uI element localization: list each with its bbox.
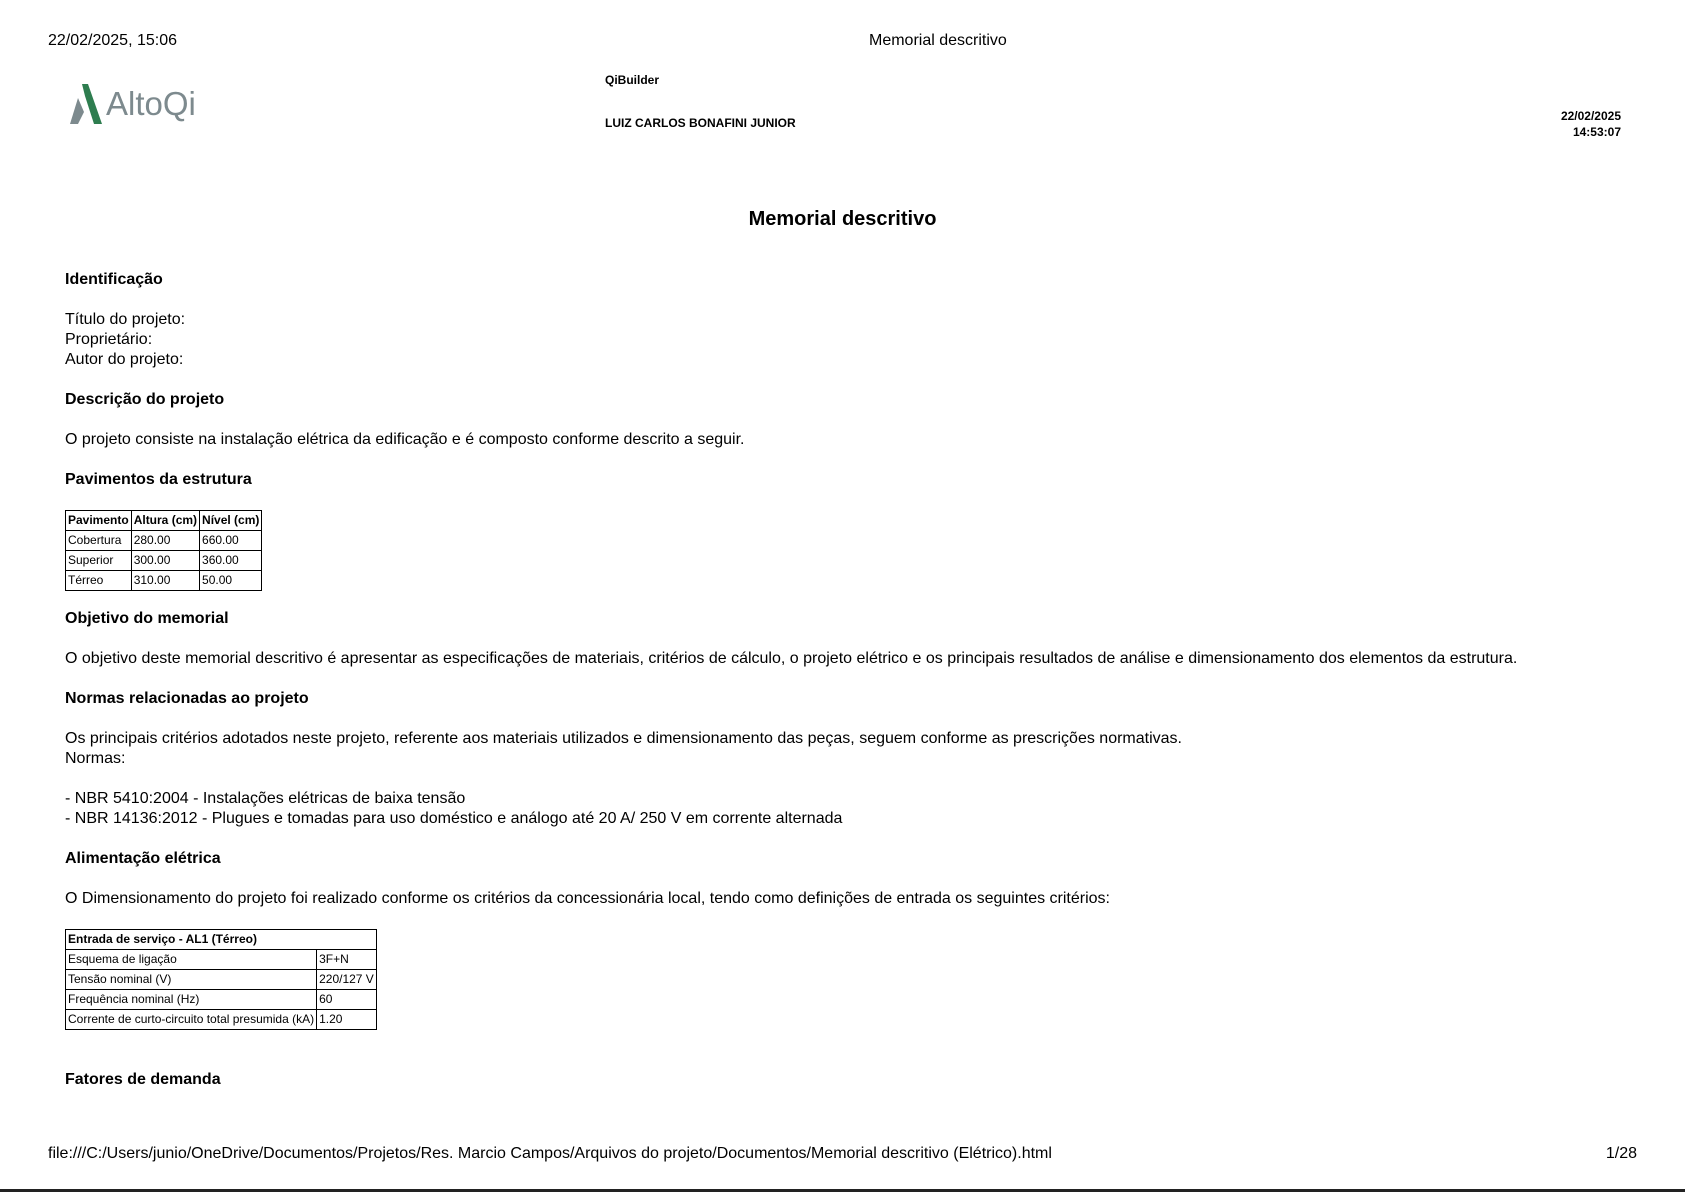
report-time: 14:53:07 xyxy=(1572,125,1621,139)
table-cell: 1.20 xyxy=(317,1010,377,1030)
report-user-name: LUIZ CARLOS BONAFINI JUNIOR xyxy=(605,116,796,130)
table-cell: 60 xyxy=(317,990,377,1010)
table-cell: Cobertura xyxy=(66,531,132,551)
table-cell: Tensão nominal (V) xyxy=(66,970,317,990)
table-cell: 280.00 xyxy=(131,531,199,551)
table-cell: 220/127 V xyxy=(317,970,377,990)
heading-pavimentos: Pavimentos da estrutura xyxy=(65,471,252,488)
report-app-name: QiBuilder xyxy=(605,73,660,87)
table-cell: Esquema de ligação xyxy=(66,950,317,970)
table-cell: Superior xyxy=(66,551,132,571)
heading-descricao: Descrição do projeto xyxy=(65,391,225,408)
report-datetime xyxy=(1561,108,1621,140)
objetivo-text: O objetivo deste memorial descritivo é apresentar as especificações de materiais, critérios de cálculo, o projeto elétrico e os principais resultados de análise e dimensionamento dos elementos da estrutura. xyxy=(65,650,1518,667)
logo-text: AltoQi xyxy=(106,85,196,122)
table-row xyxy=(66,950,377,970)
table-cell: 50.00 xyxy=(200,571,262,591)
table-cell: 3F+N xyxy=(317,950,377,970)
print-footer-page-number: 1/28 xyxy=(1605,1145,1637,1162)
print-header-title: Memorial descritivo xyxy=(869,32,1007,49)
table-header-cell: Nível (cm) xyxy=(200,511,262,531)
normas-label: Normas: xyxy=(65,750,126,767)
normas-item: - NBR 5410:2004 - Instalações elétricas de baixa tensão xyxy=(65,790,466,807)
table-row xyxy=(66,531,262,551)
document-title: Memorial descritivo xyxy=(748,208,937,230)
identificacao-line: Proprietário: xyxy=(65,331,153,348)
alimentacao-text: O Dimensionamento do projeto foi realizado conforme os critérios da concessionária local, tendo como definições de entrada os seguintes critérios: xyxy=(65,890,1110,907)
print-header-datetime: 22/02/2025, 15:06 xyxy=(48,32,178,49)
table-row xyxy=(66,970,377,990)
heading-objetivo: Objetivo do memorial xyxy=(65,610,229,627)
descricao-text: O projeto consiste na instalação elétrica da edificação e é composto conforme descrito a seguir. xyxy=(65,431,745,448)
table-cell: Frequência nominal (Hz) xyxy=(66,990,317,1010)
document-body xyxy=(65,270,1625,1090)
identificacao-line: Autor do projeto: xyxy=(65,351,184,368)
heading-identificacao: Identificação xyxy=(65,271,163,288)
report-date: 22/02/2025 xyxy=(1560,109,1621,123)
identificacao-line: Título do projeto: xyxy=(65,311,186,328)
table-header-cell: Pavimento xyxy=(66,511,132,531)
table-row xyxy=(66,1010,377,1030)
table-cell: Térreo xyxy=(66,571,132,591)
table-header-cell: Altura (cm) xyxy=(131,511,199,531)
table-title-cell: Entrada de serviço - AL1 (Térreo) xyxy=(66,930,377,950)
entrada-servico-table xyxy=(65,929,377,1030)
altoqi-logo-icon xyxy=(68,84,102,124)
table-cell: 360.00 xyxy=(200,551,262,571)
heading-alimentacao: Alimentação elétrica xyxy=(65,850,221,867)
table-row xyxy=(66,551,262,571)
table-cell: 300.00 xyxy=(131,551,199,571)
pavimentos-table xyxy=(65,510,262,591)
table-header-row xyxy=(66,511,262,531)
print-footer-url: file:///C:/Users/junio/OneDrive/Documentos/Projetos/Res. Marcio Campos/Arquivos do projeto/Documentos/Memorial descritivo (Elétrico).html xyxy=(48,1145,1052,1162)
normas-item: - NBR 14136:2012 - Plugues e tomadas para uso doméstico e análogo até 20 A/ 250 V em corrente alternada xyxy=(65,810,843,827)
table-row xyxy=(66,571,262,591)
normas-text: Os principais critérios adotados neste projeto, referente aos materiais utilizados e dimensionamento das peças, seguem conforme as prescrições normativas. xyxy=(65,730,1182,747)
table-header-row xyxy=(66,930,377,950)
table-cell: 660.00 xyxy=(200,531,262,551)
table-cell: 310.00 xyxy=(131,571,199,591)
table-cell: Corrente de curto-circuito total presumida (kA) xyxy=(66,1010,317,1030)
table-row xyxy=(66,990,377,1010)
heading-normas: Normas relacionadas ao projeto xyxy=(65,690,309,707)
heading-fatores: Fatores de demanda xyxy=(65,1071,221,1088)
altoqi-logo xyxy=(68,84,196,124)
